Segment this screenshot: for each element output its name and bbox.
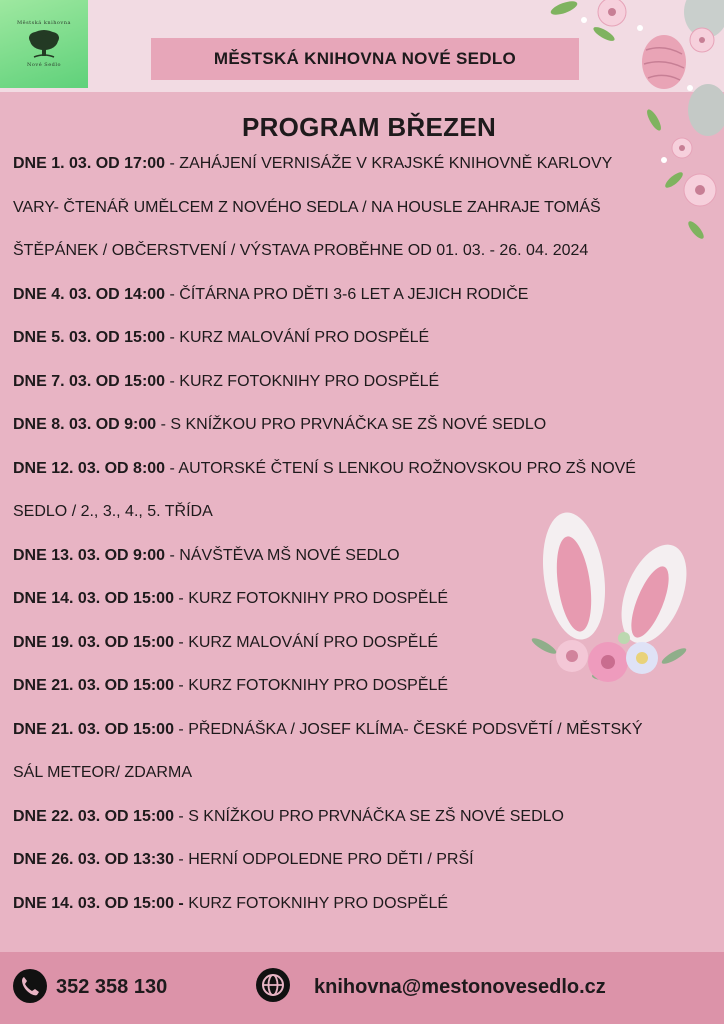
event-description: - AUTORSKÉ ČTENÍ S LENKOU ROŽNOVSKOU PRO ZŠ NOVÉ [165, 459, 636, 477]
event-item [13, 664, 713, 708]
event-item [13, 447, 713, 491]
event-date: DNE 19. 03. OD 15:00 [13, 633, 174, 651]
event-description: - KURZ FOTOKNIHY PRO DOSPĚLÉ [165, 372, 440, 390]
logo-bottom-text: Nové Sedlo [27, 62, 61, 68]
logo-top-text: Městská knihovna [17, 20, 71, 26]
event-date: DNE 5. 03. OD 15:00 [13, 329, 166, 346]
event-date: DNE 21. 03. OD 15:00 [13, 720, 174, 738]
event-description: - S KNÍŽKOU PRO PRVNÁČKA SE ZŠ NOVÉ SEDLO [156, 416, 547, 433]
event-item [13, 577, 713, 621]
event-description: - ZAHÁJENÍ VERNISÁŽE V KRAJSKÉ KNIHOVNĚ KARLOVY [165, 155, 613, 172]
phone-number[interactable]: 352 358 130 [56, 976, 168, 998]
event-item [13, 838, 713, 882]
event-date: DNE 12. 03. OD 8:00 [13, 459, 166, 477]
event-description: - NÁVŠTĚVA MŠ NOVÉ SEDLO [165, 546, 400, 564]
event-item [13, 360, 713, 404]
event-date: DNE 13. 03. OD 9:00 [13, 546, 166, 564]
event-date: DNE 14. 03. OD 15:00 [13, 590, 174, 607]
event-date: DNE 8. 03. OD 9:00 [13, 416, 157, 433]
event-date: DNE 4. 03. OD 14:00 [13, 285, 166, 303]
event-item [13, 621, 713, 665]
event-description: KURZ FOTOKNIHY PRO DOSPĚLÉ [183, 894, 449, 912]
event-date: DNE 14. 03. OD 15:00 - [13, 894, 184, 912]
event-date: DNE 7. 03. OD 15:00 [13, 372, 166, 390]
phone-icon [13, 969, 47, 1003]
event-item [13, 316, 713, 360]
library-logo [0, 0, 88, 88]
event-description-continued: VARY- ČTENÁŘ UMĚLCEM Z NOVÉHO SEDLA / NA HOUSLE ZAHRAJE TOMÁŠ [13, 198, 601, 216]
event-item [13, 882, 713, 926]
event-item [13, 142, 713, 186]
library-name-banner: MĚSTSKÁ KNIHOVNA NOVÉ SEDLO [151, 38, 579, 80]
event-description-continued: ŠTĚPÁNEK / OBČERSTVENÍ / VÝSTAVA PROBĚHNE OD 01. 03. - 26. 04. 2024 [13, 242, 589, 259]
event-description-continued: SEDLO / 2., 3., 4., 5. TŘÍDA [13, 503, 213, 520]
event-description: - KURZ MALOVÁNÍ PRO DOSPĚLÉ [173, 633, 439, 651]
event-description-continued: SÁL METEOR/ ZDARMA [13, 764, 192, 781]
event-date: DNE 26. 03. OD 13:30 [13, 851, 174, 868]
email-address[interactable]: knihovna@mestonovesedlo.cz [314, 976, 606, 998]
event-item [13, 273, 713, 317]
event-item [13, 708, 713, 752]
event-date: DNE 21. 03. OD 15:00 [13, 677, 174, 694]
event-description: - HERNÍ ODPOLEDNE PRO DĚTI / PRŠÍ [173, 851, 474, 868]
event-description: - S KNÍŽKOU PRO PRVNÁČKA SE ZŠ NOVÉ SEDLO [173, 807, 564, 825]
event-item [13, 403, 713, 447]
event-item [13, 534, 713, 578]
event-description: - KURZ MALOVÁNÍ PRO DOSPĚLÉ [165, 329, 430, 346]
tree-icon [0, 0, 88, 88]
event-date: DNE 1. 03. OD 17:00 [13, 155, 166, 172]
event-description: - ČÍTÁRNA PRO DĚTI 3-6 LET A JEJICH RODIČE [165, 285, 529, 303]
globe-icon [256, 968, 290, 1002]
page-title: PROGRAM BŘEZEN [241, 112, 497, 142]
event-description: - KURZ FOTOKNIHY PRO DOSPĚLÉ [173, 677, 449, 694]
event-description: - KURZ FOTOKNIHY PRO DOSPĚLÉ [173, 590, 449, 607]
event-date: DNE 22. 03. OD 15:00 [13, 807, 174, 825]
event-item [13, 795, 713, 839]
events-list [13, 142, 713, 925]
event-description: - PŘEDNÁŠKA / JOSEF KLÍMA- ČESKÉ PODSVĚTÍ / MĚSTSKÝ [173, 720, 643, 738]
